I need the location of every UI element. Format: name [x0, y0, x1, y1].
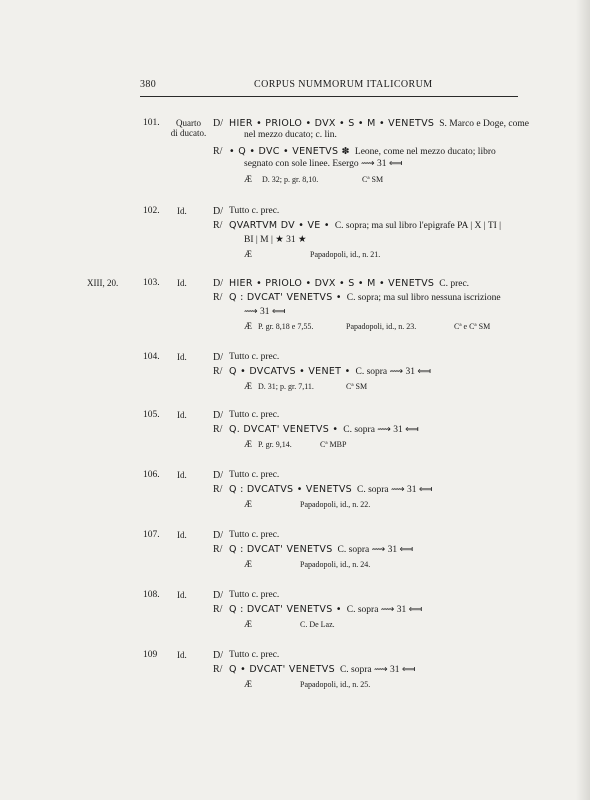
reverse-line	[229, 544, 413, 555]
reverse-description: Leone, come nel mezzo ducato; libro	[354, 147, 496, 157]
entry-number: 102.	[143, 206, 160, 216]
denomination: Id.	[177, 410, 187, 420]
obverse-description: S. Marco e Doge, come	[439, 119, 529, 129]
obverse-line	[229, 118, 529, 129]
reverse-description: C. sopra ⟿ 31 ⟽	[343, 425, 419, 435]
denomination: Id.	[177, 650, 187, 660]
metal: Æ	[244, 381, 253, 391]
weight: P. gr. 8,18 e 7,55.	[258, 322, 314, 331]
reverse-mark: R/	[213, 220, 223, 231]
denomination: Id.	[177, 470, 187, 480]
source: Papadopoli, id., n. 25.	[300, 680, 371, 689]
plate-reference: XIII, 20.	[87, 278, 119, 288]
obverse-continuation: nel mezzo ducato; c. lin.	[244, 130, 337, 140]
weight: D. 32; p. gr. 8,10.	[262, 175, 319, 184]
reverse-mark: R/	[213, 366, 223, 377]
reverse-inscription: Q : DVCATVS • VENETVS	[229, 484, 352, 495]
entry-number: 106.	[143, 470, 160, 480]
denomination: Id.	[177, 352, 187, 362]
metal: Æ	[244, 249, 253, 259]
reverse-mark: R/	[213, 664, 223, 675]
entry-number: 103.	[143, 278, 160, 288]
denomination-line-2: di ducato.	[170, 128, 207, 138]
obverse-text: Tutto c. prec.	[229, 530, 280, 540]
obverse-mark: D/	[213, 352, 223, 363]
reverse-description: C. sopra ⟿ 31 ⟽	[355, 367, 432, 377]
reverse-inscription: Q : DVCAT' VENETVS	[229, 544, 333, 555]
collection: Cª MBP	[320, 440, 347, 449]
reverse-inscription: Q • DVCATVS • VENET •	[229, 366, 351, 377]
reverse-mark: R/	[213, 604, 223, 615]
reverse-continuation: ⟿ 31 ⟽	[244, 307, 286, 317]
metal: Æ	[244, 439, 253, 449]
entry-number: 108.	[143, 590, 160, 600]
obverse-inscription: HIER • PRIOLO • DVX • S • M • VENETVS	[229, 278, 435, 289]
source: C. De Laz.	[300, 620, 335, 629]
denomination-line-1: Quarto	[176, 118, 201, 128]
weight: P. gr. 9,14.	[258, 440, 292, 449]
reverse-inscription: QVARTVM DV • VE •	[229, 220, 330, 231]
reverse-line	[229, 220, 501, 231]
reverse-mark: R/	[213, 544, 223, 555]
reverse-line	[229, 604, 422, 615]
reverse-inscription: Q : DVCAT' VENETVS •	[229, 292, 342, 303]
source: Papadopoli, id., n. 23.	[346, 322, 417, 331]
collection: Cª e Cª SM	[454, 322, 491, 331]
reverse-mark: R/	[213, 146, 223, 157]
entry-number: 104.	[143, 352, 160, 362]
source: Papadopoli, id., n. 22.	[300, 500, 371, 509]
obverse-text: Tutto c. prec.	[229, 650, 280, 660]
obverse-mark: D/	[213, 206, 223, 217]
entry-number: 105.	[143, 410, 160, 420]
metal: Æ	[244, 499, 253, 509]
collection: Cª SM	[362, 175, 384, 184]
reverse-line	[229, 424, 419, 435]
reverse-description: C. sopra ⟿ 31 ⟽	[356, 485, 433, 495]
collection: Cª SM	[346, 382, 368, 391]
obverse-text: Tutto c. prec.	[229, 590, 280, 600]
obverse-mark: D/	[213, 590, 223, 601]
reverse-continuation: BI | M | ★ 31 ★	[244, 235, 307, 245]
metal: Æ	[244, 321, 253, 331]
reverse-inscription: • Q • DVC • VENETVS ✽	[229, 146, 350, 157]
reverse-line	[229, 484, 433, 495]
obverse-mark: D/	[213, 278, 223, 289]
obverse-mark: D/	[213, 118, 223, 129]
reverse-mark: R/	[213, 424, 223, 435]
reverse-description: C. sopra ⟿ 31 ⟽	[339, 665, 416, 675]
reverse-line	[229, 292, 501, 303]
metal: Æ	[244, 619, 253, 629]
denomination: Id.	[177, 530, 187, 540]
obverse-text: Tutto c. prec.	[229, 352, 280, 362]
running-header	[140, 79, 518, 91]
obverse-inscription: HIER • PRIOLO • DVX • S • M • VENETVS	[229, 118, 435, 129]
denomination: Id.	[177, 590, 187, 600]
reverse-inscription: Q. DVCAT' VENETVS •	[229, 424, 339, 435]
obverse-text: Tutto c. prec.	[229, 206, 280, 216]
reverse-mark: R/	[213, 484, 223, 495]
obverse-text: Tutto c. prec.	[229, 470, 280, 480]
metal: Æ	[244, 679, 253, 689]
obverse-line	[229, 278, 469, 289]
metal: Æ	[244, 174, 253, 184]
source: Papadopoli, id., n. 24.	[300, 560, 371, 569]
reverse-description: C. sopra ⟿ 31 ⟽	[346, 605, 423, 615]
running-title: CORPUS NUMMORUM ITALICORUM	[254, 79, 433, 90]
obverse-mark: D/	[213, 470, 223, 481]
entry-number: 107.	[143, 530, 160, 540]
entry-number: 109	[143, 650, 158, 660]
weight: D. 31; p. gr. 7,11.	[258, 382, 314, 391]
page-edge-shadow	[576, 0, 590, 800]
reverse-line	[229, 664, 415, 675]
denomination: Id.	[177, 206, 187, 216]
reverse-description: C. sopra; ma sul libro nessuna iscrizione	[346, 293, 501, 303]
denomination: Id.	[177, 278, 187, 288]
source: Papadopoli, id., n. 21.	[310, 250, 381, 259]
reverse-continuation: segnato con sole linee. Esergo ⟿ 31 ⟽	[244, 159, 403, 169]
reverse-description: C. sopra ⟿ 31 ⟽	[337, 545, 414, 555]
obverse-mark: D/	[213, 650, 223, 661]
page-number: 380	[140, 79, 157, 90]
header-rule	[140, 96, 518, 97]
reverse-line	[229, 146, 496, 157]
obverse-description: C. prec.	[439, 279, 470, 289]
reverse-inscription: Q : DVCAT' VENETVS •	[229, 604, 342, 615]
entry-number: 101.	[143, 118, 160, 128]
reverse-line	[229, 366, 431, 377]
reverse-inscription: Q • DVCAT' VENETVS	[229, 664, 335, 675]
metal: Æ	[244, 559, 253, 569]
reverse-mark: R/	[213, 292, 223, 303]
obverse-mark: D/	[213, 410, 223, 421]
reverse-description: C. sopra; ma sul libro l'epigrafe PA | X | TI |	[334, 221, 502, 231]
obverse-mark: D/	[213, 530, 223, 541]
obverse-text: Tutto c. prec.	[229, 410, 280, 420]
